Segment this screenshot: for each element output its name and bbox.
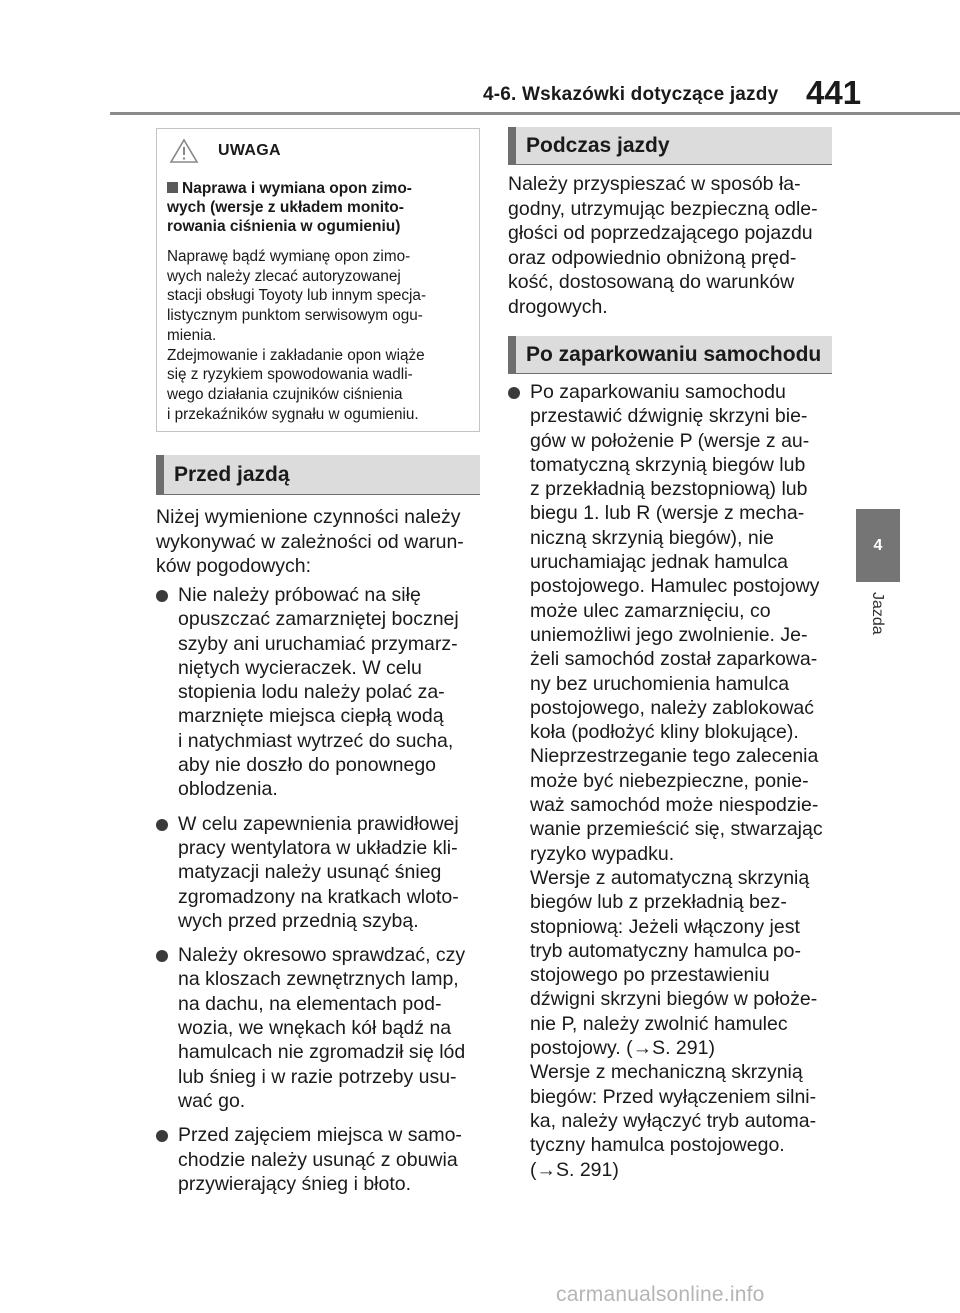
heading-before-driving: Przed jazdą [156,455,480,495]
warning-header [157,129,479,171]
warning-box [156,128,480,432]
warning-subheading-text: Naprawa i wymiana opon zimo- wych (wersje z układem monito- rowania ciśnienia w ogumieniu) [167,180,412,235]
bullet-dot-icon [156,1130,168,1142]
chapter-tab [856,509,900,582]
bullet-dot-icon [156,590,168,602]
bullet-dot-icon [508,387,520,399]
list-item: Nie należy próbować na siłę opuszczać zamarzniętej bocznej szyby ani uruchamiać przymarz- niętych wycieraczek. W celu stopienia lodu należy polać za- marznięte miejsca ciepłą wodą i natychmiast wytrzeć do sucha, aby nie doszło do ponownego oblodzenia. [156,583,486,802]
driving-text: Należy przyspieszać w sposób ła- godny, utrzymując bezpieczną odle- głości od poprzedzającego pojazdu oraz odpowiednio obniżoną pręd- kość, dostosowaną do warunków drogowych. [508,173,818,318]
list-item: Należy okresowo sprawdzać, czy na kloszach zewnętrznych lamp, na dachu, na elementach pod- wozia, we wnękach kół bądź na hamulcach nie zgromadził się lód lub śnieg i w razie potrzeby usu- wać go. [156,943,486,1113]
header-divider [110,112,960,115]
list-item: Po zaparkowaniu samochodu przestawić dźwignię skrzyni bie- gów w położenie P (wersje z au- tomatyczną skrzynią biegów lub z przekładnią bezstopniową) lub biegu 1. lub R (wersje z mecha- niczną skrzynią biegów), nie uruchamiając jednak hamulca postojowego. Hamulec postojowy może ulec zamarznięciu, co uniemożliwi jego zwolnienie. Je- żeli samochód został zaparkowa- ny bez uruchomienia hamulca postojowego, należy zablokować koła (podłożyć kliny blokujące). Nieprzestrzeganie tego zalecenia może być niebezpieczne, ponie- waż samochód może niespodzie- wanie przemieścić się, stwarzając ryzyko wypadku. Wersje z automatyczną skrzynią biegów lub z przekładnią bez- stopniową: Jeżeli włączony jest tryb automatyczny hamulca po- stojowego po przestawieniu dźwigni skrzyni biegów w położe- nie P, należy zwolnić hamulec postojowy. (→S. 291) Wersje z mechaniczną skrzynią biegów: Przed wyłączeniem silni- ka, należy wyłączyć tryb automa- tyczny hamulca postojowego. (→S. 291) [508,380,838,1182]
warning-label: UWAGA [218,142,281,159]
section-title: 4-6. Wskazówki dotyczące jazdy [483,84,779,105]
page-number: 441 [806,74,862,111]
warning-subheading [167,179,467,236]
watermark: carmanualsonline.info [556,1283,765,1306]
warning-triangle-icon [169,138,199,164]
intro-text: Niżej wymienione czynności należy wykonywać w zależności od warun- ków pogodowych: [156,506,464,577]
after-parking-list [508,380,838,1192]
list-item: Przed zajęciem miejsca w samo- chodzie należy usunąć z obuwia przywierający śnieg i błoto. [156,1123,486,1196]
warning-body: Naprawę bądź wymianę opon zimo- wych należy zlecać autoryzowanej stacji obsługi Toyoty lub innym specja- listycznym punktom serwisowym ogu- mienia. Zdejmowanie i zakładanie opon wiąże się z ryzykiem spowodowania wadli- wego działania czujników ciśnienia i przekaźników sygnału w ogumieniu. [167,248,427,423]
bullet-dot-icon [156,819,168,831]
heading-after-parking: Po zaparkowaniu samochodu [508,336,832,374]
list-item: W celu zapewnienia prawidłowej pracy wentylatora w układzie kli- matyzacji należy usunąć śnieg zgromadzony na kratkach wloto- wych przed przednią szybą. [156,812,486,933]
bullet-dot-icon [156,950,168,962]
square-bullet-icon [167,182,178,193]
before-driving-list [156,583,486,1206]
heading-while-driving: Podczas jazdy [508,127,832,165]
chapter-number: 4 [873,537,883,554]
chapter-label-text: Jazda [869,592,886,635]
chapter-label [866,592,890,652]
